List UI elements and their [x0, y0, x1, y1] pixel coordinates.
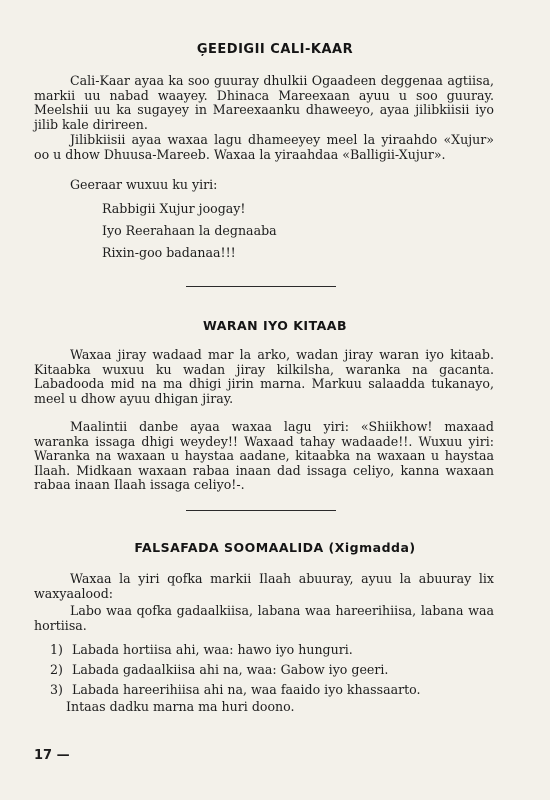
- list-number: 1): [50, 642, 63, 657]
- list-text: Labada gadaalkiisa ahi na, waa: Gabow iyo geeri.: [72, 662, 389, 677]
- paragraph: Geeraar wuxuu ku yiri:: [70, 177, 218, 192]
- list-text: Labada hareerihiisa ahi na, waa faaido iyo khassaarto.: [72, 682, 421, 697]
- paragraph: Cali-Kaar ayaa ka soo guuray dhulkii Ogaadeen deggenaa agtiisa, markii uu nabad waayey. Dhinaca Mareexaan ayuu u soo guuray. Meelshii uu ka sugayey in Mareexaanku dhaweeyo, ayaa jilibkiisii iyo jilib kale dirireen.: [34, 73, 494, 132]
- poem-line: Iyo Reerahaan la degnaaba: [102, 223, 277, 238]
- list-item: [50, 640, 490, 660]
- list-text: Labada hortiisa ahi, waa: hawo iyo hunguri.: [72, 642, 353, 657]
- poem: [102, 198, 402, 264]
- paragraph: Labo waa qofka gadaalkiisa, labana waa hareerihiisa, labana waa hortiisa.: [34, 603, 494, 633]
- list-item: [50, 660, 490, 680]
- numbered-list: [50, 640, 490, 700]
- page-number: 17 —: [34, 748, 70, 763]
- poem-line: Rabbigii Xujur joogay!: [102, 201, 246, 216]
- list-number: 3): [50, 682, 63, 697]
- section-divider: [186, 286, 336, 287]
- section-divider: [186, 510, 336, 511]
- paragraph: Waxaa jiray wadaad mar la arko, wadan jiray waran iyo kitaab. Kitaabka wuxuu ku wadan jiray kilkilsha, waranka na gacanta. Labadooda mid na ma dhigi jirin marna. Markuu salaadda tukanayo, meel u dhow ayuu dhigan jiray.: [34, 347, 494, 406]
- closing-line: Intaas dadku marna ma huri doono.: [66, 699, 295, 714]
- list-item: [50, 680, 490, 700]
- section-title-geedigii: ĢEEDIGII CALI-KAAR: [196, 42, 354, 57]
- poem-line: Rixin-goo badanaa!!!: [102, 245, 236, 260]
- section-title-waran: WARAN IYO KITAAB: [202, 318, 348, 333]
- paragraph: Maalintii danbe ayaa waxaa lagu yiri: «Shiikhow! maxaad waranka issaga dhigi weydey!! Waxaad tahay wadaade!!. Wuxuu yiri: Waranka na waxaan u haystaa aadane, kitaabka na waxaan u haystaa Ilaah. Midkaan waxaan rabaa inaan dad issaga celiyo, kanna waxaan rabaa inaan Ilaah issaga celiyo!-.: [34, 419, 494, 493]
- section-title-falsafada: FALSAFADA SOOMAALIDA (Xigmadda): [134, 540, 416, 555]
- paragraph: Jilibkiisii ayaa waxaa lagu dhameeyey meel la yiraahdo «Xujur» oo u dhow Dhuusa-Mareeb. Waxaa la yiraahdaa «Balligii-Xujur».: [34, 132, 494, 162]
- list-number: 2): [50, 662, 63, 677]
- paragraph: Waxaa la yiri qofka markii Ilaah abuuray, ayuu la abuuray lix waxyaalood:: [34, 571, 494, 601]
